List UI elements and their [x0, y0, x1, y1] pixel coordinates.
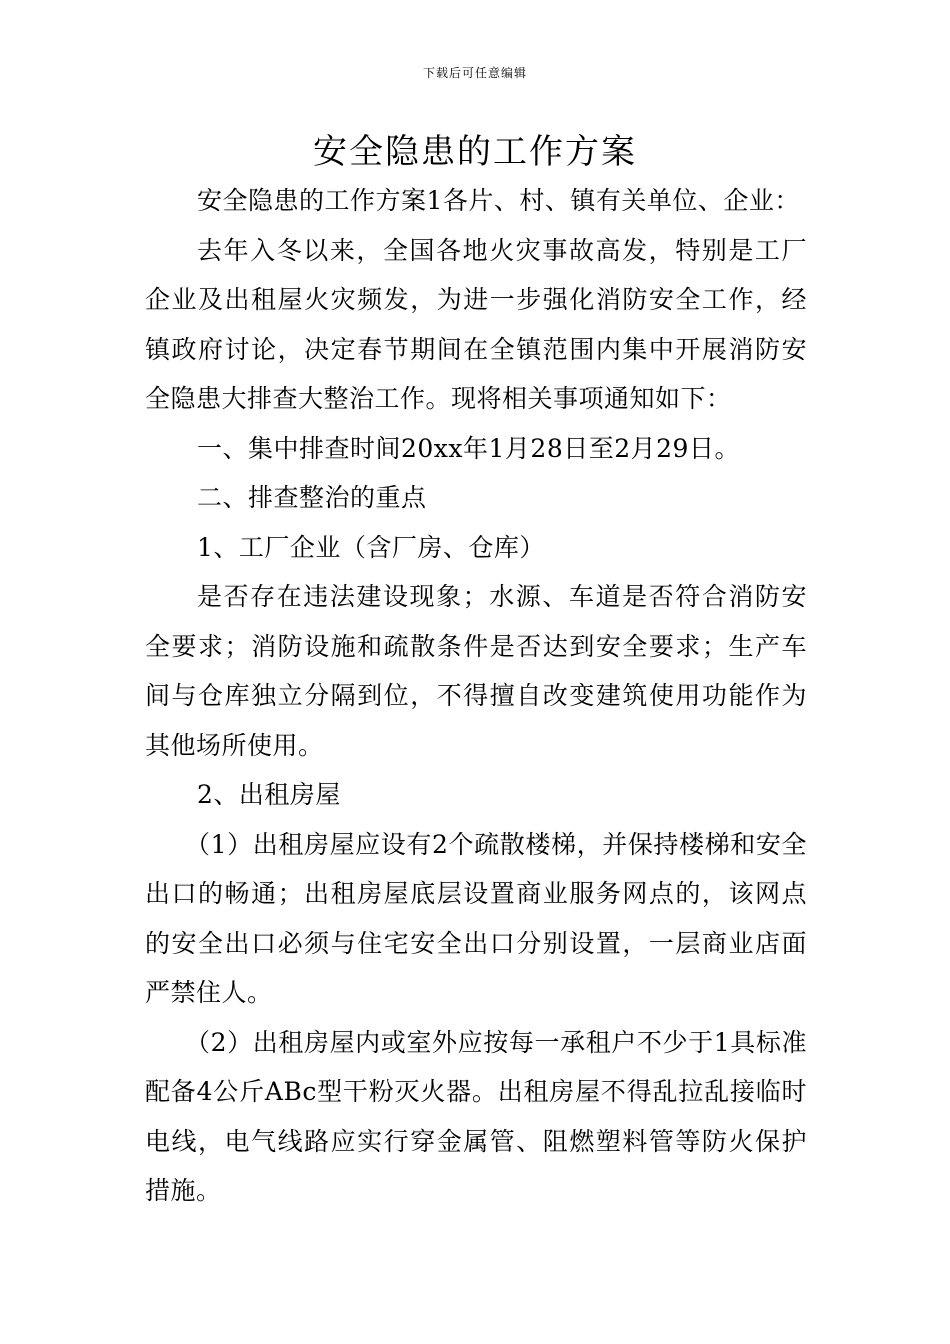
paragraph-section-2: 二、排查整治的重点 — [197, 483, 427, 512]
paragraph-item-1-heading: 1、工厂企业（含厂房、仓库） — [197, 532, 545, 562]
paragraph-item-2-heading: 2、出租房屋 — [197, 780, 341, 809]
header-note: 下载后可任意编辑 — [422, 66, 527, 80]
paragraph-section-1: 一、集中排查时间20xx年1月28日至2月29日。 — [197, 433, 740, 463]
paragraph-item-1-body: 是否存在违法建设现象；水源、车道是否符合消防安全要求；消防设施和疏散条件是否达到安全要求；生产车间与仓库独立分隔到位，不得擅自改变建筑使用功能作为其他场所使用。 — [145, 582, 807, 760]
paragraph-item-2-sub-1: （1）出租房屋应设有2个疏散楼梯，并保持楼梯和安全出口的畅通；出租房屋底层设置商业服务网点的，该网点的安全出口必须与住宅安全出口分别设置，一层商业店面严禁住人。 — [145, 829, 807, 1007]
paragraph-item-2-sub-2: （2）出租房屋内或室外应按每一承租户不少于1具标准配备4公斤ABc型干粉灭火器。出租房屋不得乱拉乱接临时电线，电气线路应实行穿金属管、阻燃塑料管等防火保护措施。 — [145, 1027, 807, 1205]
document-body — [145, 176, 807, 1216]
paragraph-intro: 去年入冬以来，全国各地火灾事故高发，特别是工厂企业及出租屋火灾频发，为进一步强化消防安全工作，经镇政府讨论，决定春节期间在全镇范围内集中开展消防安全隐患大排查大整治工作。现将相关事项通知如下： — [145, 235, 807, 413]
document-title: 安全隐患的工作方案 — [313, 132, 637, 172]
paragraph-addressee: 安全隐患的工作方案1各片、村、镇有关单位、企业： — [197, 186, 800, 215]
